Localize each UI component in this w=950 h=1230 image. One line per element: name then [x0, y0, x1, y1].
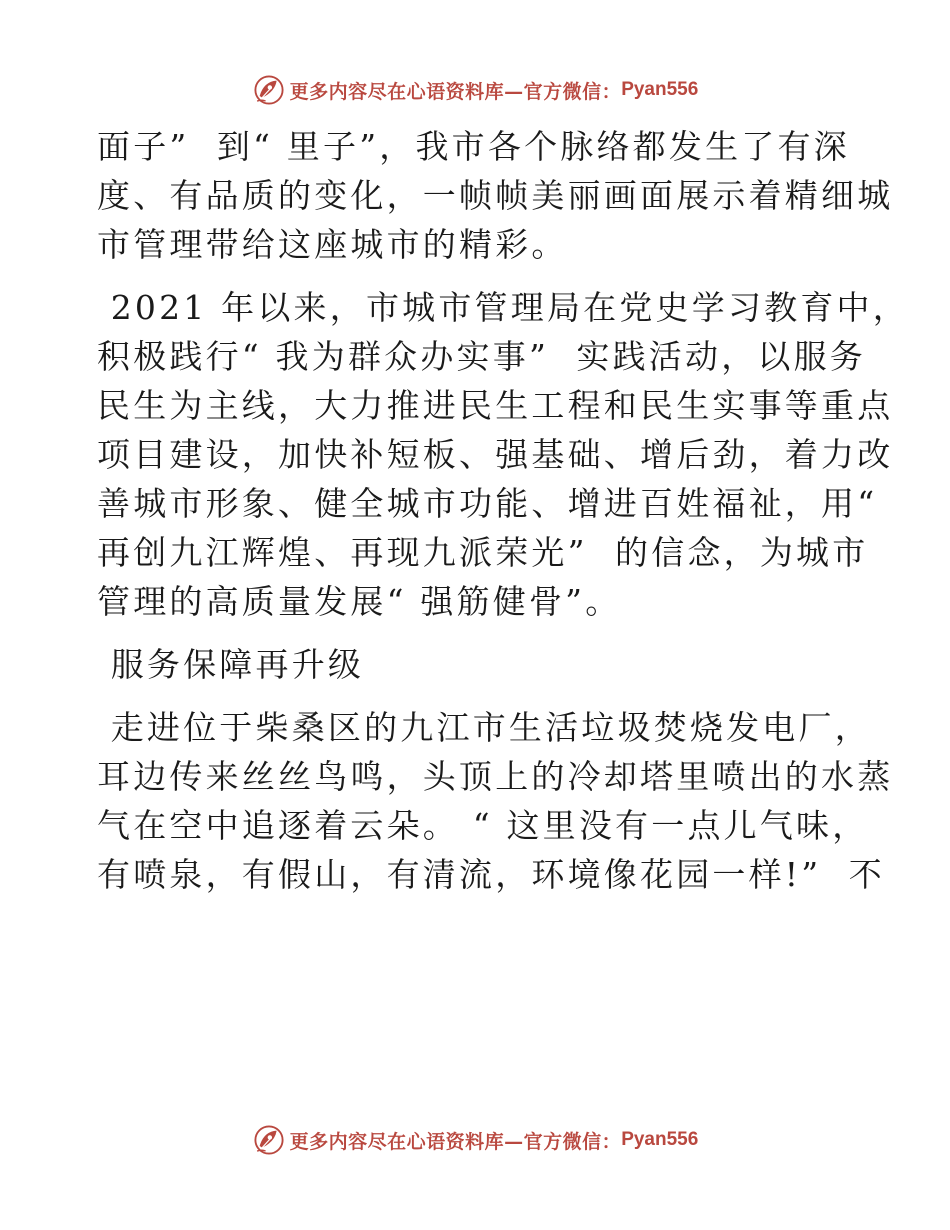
text-line: 积极践行“ 我为群众办实事” 实践活动，以服务	[97, 337, 867, 376]
text-line: 耳边传来丝丝鸟鸣，头顶上的冷却塔里喷出的水蒸	[97, 757, 894, 796]
pen-nib-logo-icon	[252, 73, 286, 107]
paragraph	[97, 122, 894, 269]
text-line: 面子” 到“ 里子”，我市各个脉络都发生了有深	[97, 127, 850, 166]
text-line: 管理的高质量发展“ 强筋健骨”。	[97, 582, 622, 621]
banner-text: 更多内容尽在心语资料库—官方微信：	[289, 80, 622, 103]
paragraph	[97, 703, 894, 899]
text-line: 再创九江辉煌、再现九派荣光” 的信念，为城市	[97, 533, 869, 572]
text-line: 走进位于柴桑区的九江市生活垃圾焚烧发电厂，	[97, 708, 871, 747]
text-line: 项目建设，加快补短板、强基础、增后劲，着力改	[97, 435, 894, 474]
text-line: 市管理带给这座城市的精彩。	[97, 225, 568, 264]
wechat-id: Pyan556	[621, 79, 699, 100]
banner-text: 更多内容尽在心语资料库—官方微信：	[289, 1130, 622, 1153]
header-banner	[0, 70, 950, 110]
text-line: 民生为主线，大力推进民生工程和民生实事等重点	[97, 386, 894, 425]
wechat-id: Pyan556	[621, 1129, 699, 1150]
pen-nib-logo-icon	[252, 1123, 286, 1157]
text-line: 2021 年以来，市城市管理局在党史学习教育中，	[97, 288, 909, 327]
text-line: 善城市形象、健全城市功能、增进百姓福祉，用“	[97, 484, 878, 523]
paragraph	[97, 283, 909, 626]
text-line: 有喷泉，有假山，有清流，环境像花园一样!” 不	[97, 855, 885, 894]
text-line: 气在空中追逐着云朵。 “ 这里没有一点儿气味，	[97, 806, 869, 845]
section-heading	[97, 640, 853, 689]
heading-line: 服务保障再升级	[97, 645, 365, 684]
text-line: 度、有品质的变化，一帧帧美丽画面展示着精细城	[97, 176, 894, 215]
document-body	[97, 122, 909, 913]
footer-banner	[0, 1120, 950, 1160]
